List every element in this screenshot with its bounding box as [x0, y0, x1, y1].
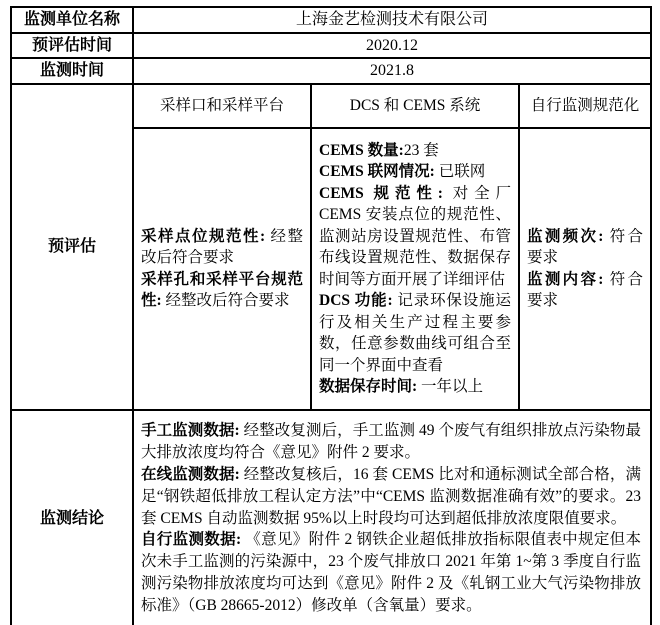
paragraph-label: 手工监测数据:: [141, 422, 244, 440]
field-label: 采样孔和采样平台规范性:: [141, 270, 303, 309]
field-value: 记录环保设施运行及相关生产过程主要参数，任意参数曲线可组合至同一个界面中查看: [319, 292, 511, 374]
field-monitoring-content: [527, 269, 643, 312]
field-value: 一年以上: [421, 378, 484, 395]
field-data-retention: [319, 376, 511, 398]
cell-dcs-cems-content: [311, 128, 519, 410]
paragraph-manual-monitoring: [141, 420, 641, 464]
field-value: 经整改后符合要求: [165, 292, 290, 309]
row-label-preeval-time: 预评估时间: [11, 33, 133, 59]
column-header-dcs-cems: DCS 和 CEMS 系统: [311, 84, 519, 128]
paragraph-label: 自行监测数据:: [141, 531, 246, 549]
field-sampling-hole-platform: [141, 269, 303, 312]
paragraph-online-monitoring: [141, 464, 641, 529]
field-label: CEMS 规范性:: [319, 184, 453, 202]
row-label-preeval: 预评估: [11, 84, 133, 410]
field-label: CEMS 数量:: [319, 141, 404, 159]
field-cems-network: [319, 161, 511, 183]
field-value: 符合要求: [527, 227, 643, 266]
field-dcs-function: [319, 290, 511, 376]
cell-conclusion-content: [133, 410, 651, 625]
field-monitoring-frequency: [527, 226, 643, 269]
cell-sampling-content: [133, 128, 311, 410]
paragraph-self-monitoring: [141, 529, 641, 616]
paragraph-label: 在线监测数据:: [141, 466, 244, 483]
field-label: DCS 功能:: [319, 292, 398, 309]
table-row-preeval-header: [11, 84, 651, 128]
column-header-self-monitoring: 自行监测规范化: [519, 84, 651, 128]
field-cems-standardization: [319, 183, 511, 291]
cell-self-monitoring-content: [519, 128, 651, 410]
field-label: 采样点位规范性:: [141, 227, 271, 245]
field-sampling-point: [141, 226, 303, 269]
field-value: 符合要求: [527, 270, 643, 309]
table-row-unit-name: [11, 7, 651, 33]
field-value: 23 套: [403, 141, 439, 159]
table-row-preeval-time: [11, 33, 651, 59]
row-label-unit-name: 监测单位名称: [11, 7, 133, 33]
row-label-monitor-time: 监测时间: [11, 58, 133, 84]
field-label: 数据保存时间:: [319, 378, 422, 395]
field-value: 经整改后符合要求: [141, 227, 303, 266]
column-header-sampling: 采样口和采样平台: [133, 84, 311, 128]
paragraph-text: 经整改复核后，16 套 CEMS 比对和通标测试全部合格，满足“钢铁超低排放工程认定方法”中“CEMS 监测数据准确有效”的要求。23 套 CEMS 自动监测数据 95%以上时段均可达到超低排放浓度限值要求。: [141, 466, 641, 527]
row-value-unit-name: 上海金艺检测技术有限公司: [133, 7, 651, 33]
field-label: 监测频次:: [527, 227, 610, 245]
row-value-monitor-time: 2021.8: [133, 58, 651, 84]
field-value: 对全厂 CEMS 安装点位的规范性、监测站房设置规范性、布管布线设置规范性、数据保存时间等方面开展了详细评估: [319, 184, 511, 288]
field-value: 已联网: [438, 163, 486, 180]
row-label-conclusion: 监测结论: [11, 410, 133, 625]
field-label: 监测内容:: [527, 270, 610, 288]
field-cems-count: [319, 140, 511, 162]
row-value-preeval-time: 2020.12: [133, 33, 651, 59]
paragraph-text: 《意见》附件 2 钢铁企业超低排放指标限值表中规定但本次未手工监测的污染源中，23 个废气排放口 2021 年第 1~第 3 季度自行监测污染物排放浓度均可达到《意见》附件 2 及《轧钢工业大气污染物排放标准》（GB 28665-2012）修改单（含氧量）要求。: [141, 531, 641, 614]
table-row-monitor-time: [11, 58, 651, 84]
paragraph-text: 经整改复测后，手工监测 49 个废气有组织排放点污染物最大排放浓度均符合《意见》附件 2 要求。: [141, 422, 641, 462]
monitoring-report-table: [10, 6, 652, 625]
field-label: CEMS 联网情况:: [319, 163, 439, 180]
table-row-conclusion: [11, 410, 651, 625]
